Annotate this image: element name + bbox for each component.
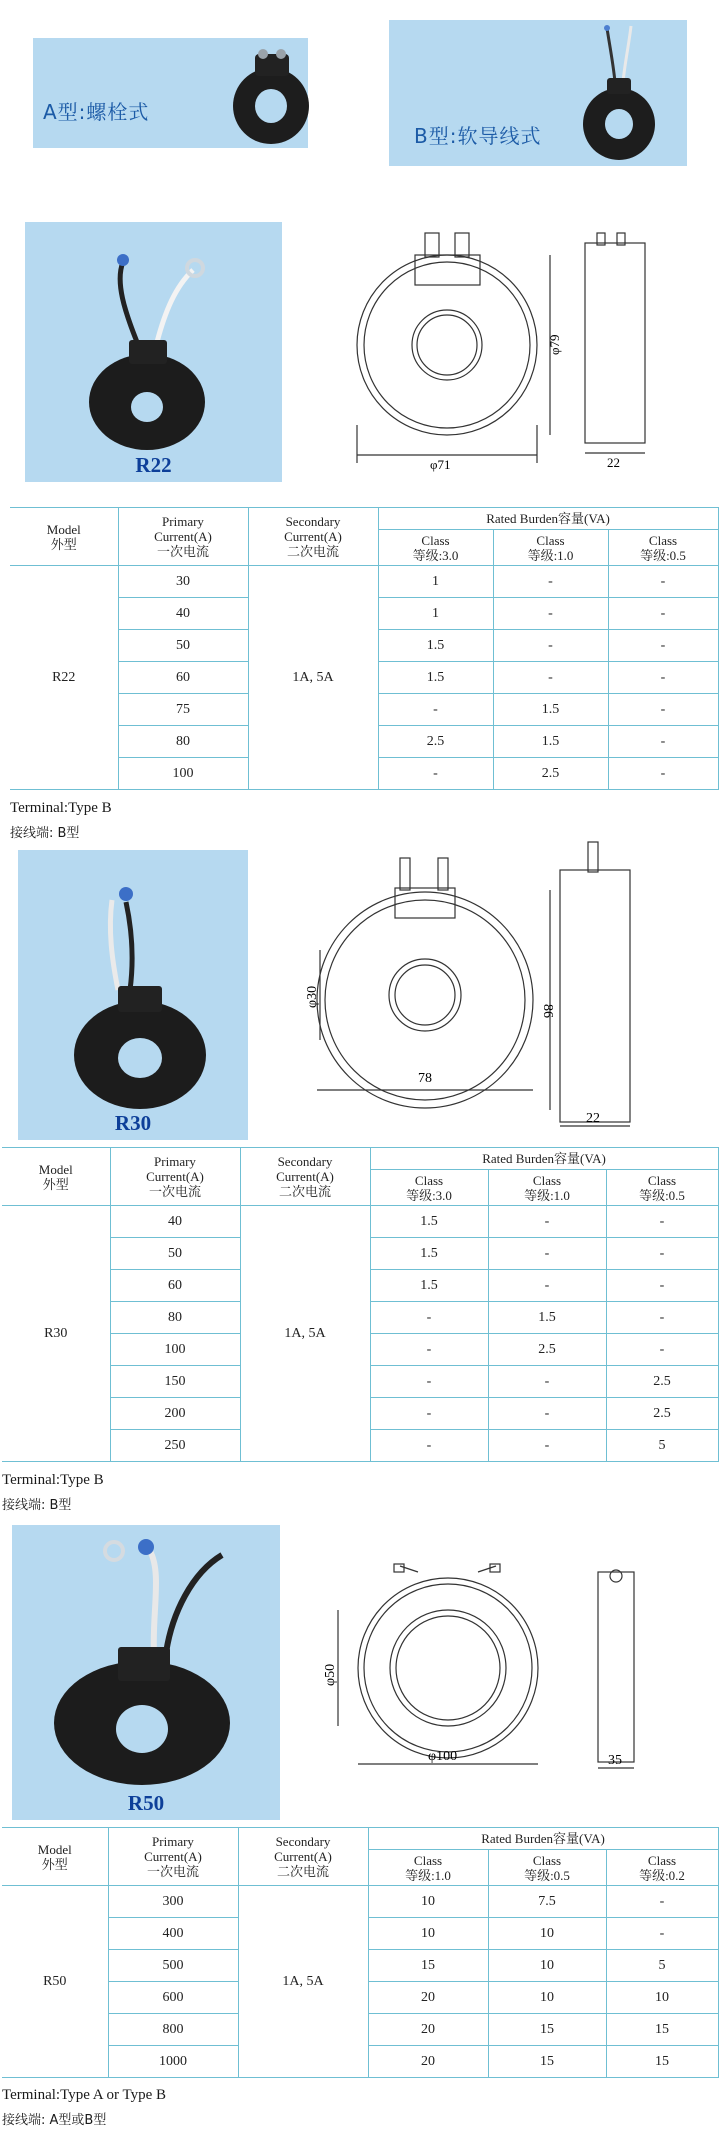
secondary-cell: 1A, 5A — [240, 1206, 370, 1462]
class-cell: 2.5 — [606, 1366, 718, 1398]
class-cell: - — [488, 1238, 606, 1270]
burden-header: Rated Burden容量(VA) — [378, 508, 718, 530]
secondary-header: Secondary Current(A) 二次电流 — [240, 1148, 370, 1206]
model-header: Model 外型 — [2, 1148, 110, 1206]
class-cell: 2.5 — [488, 1334, 606, 1366]
primary-cell: 800 — [108, 2014, 238, 2046]
r22-terminal-note-cn: 接线端: B型 — [10, 826, 80, 841]
model-header: Model 外型 — [10, 508, 118, 566]
class-cell: - — [493, 662, 608, 694]
class-cell: - — [608, 694, 718, 726]
model-header: Model 外型 — [2, 1828, 108, 1886]
class-header-3: Class 等级:0.5 — [608, 530, 718, 566]
class-header-1: Class 等级:3.0 — [378, 530, 493, 566]
class-cell: 20 — [368, 2014, 488, 2046]
secondary-header: Secondary Current(A) 二次电流 — [248, 508, 378, 566]
table-row — [2, 1886, 718, 1918]
burden-header: Rated Burden容量(VA) — [370, 1148, 718, 1170]
class-cell: 1 — [378, 598, 493, 630]
class-header-2: Class 等级:0.5 — [488, 1850, 606, 1886]
r30-model-label: R30 — [114, 1111, 152, 1135]
secondary-cell: 1A, 5A — [238, 1886, 368, 2078]
primary-cell: 100 — [118, 758, 248, 790]
class-cell: 15 — [368, 1950, 488, 1982]
r22-terminal-note: Terminal:Type B — [10, 800, 112, 816]
class-cell: 5 — [606, 1950, 718, 1982]
class-cell: 10 — [488, 1982, 606, 2014]
r50-terminal-note-cn: 接线端: A型或B型 — [2, 2113, 107, 2128]
primary-header: Primary Current(A) 一次电流 — [118, 508, 248, 566]
r22-photo — [25, 222, 282, 482]
class-cell: - — [370, 1302, 488, 1334]
table-row — [2, 1206, 718, 1238]
primary-cell: 60 — [110, 1270, 240, 1302]
class-cell: 10 — [368, 1918, 488, 1950]
class-cell: - — [608, 758, 718, 790]
class-cell: - — [606, 1238, 718, 1270]
primary-cell: 30 — [118, 566, 248, 598]
class-cell: - — [493, 566, 608, 598]
primary-cell: 150 — [110, 1366, 240, 1398]
class-cell: 2.5 — [378, 726, 493, 758]
class-cell: 20 — [368, 2046, 488, 2078]
r30-spec-table — [2, 1147, 719, 1462]
class-cell: - — [378, 694, 493, 726]
class-cell: 7.5 — [488, 1886, 606, 1918]
class-header-2: Class 等级:1.0 — [493, 530, 608, 566]
bolt-type-ct-image — [233, 40, 315, 146]
r22-depth-dim: 22 — [607, 455, 620, 470]
primary-cell: 250 — [110, 1430, 240, 1462]
class-cell: 10 — [606, 1982, 718, 2014]
primary-cell: 300 — [108, 1886, 238, 1918]
class-cell: - — [493, 598, 608, 630]
class-cell: - — [606, 1334, 718, 1366]
r22-product-image — [85, 242, 225, 452]
r30-inner-dim: φ30 — [305, 985, 320, 1008]
class-cell: - — [606, 1302, 718, 1334]
primary-cell: 50 — [118, 630, 248, 662]
primary-cell: 40 — [118, 598, 248, 630]
model-cell: R30 — [2, 1206, 110, 1462]
primary-cell: 75 — [118, 694, 248, 726]
class-cell: - — [606, 1886, 718, 1918]
r22-model-label: R22 — [135, 453, 172, 477]
class-cell: 1 — [378, 566, 493, 598]
class-cell: - — [488, 1398, 606, 1430]
class-cell: - — [370, 1334, 488, 1366]
primary-cell: 400 — [108, 1918, 238, 1950]
primary-cell: 60 — [118, 662, 248, 694]
type-b-banner — [389, 20, 687, 166]
class-cell: - — [493, 630, 608, 662]
primary-cell: 600 — [108, 1982, 238, 2014]
type-a-banner — [33, 38, 308, 148]
r50-spec-table — [2, 1827, 719, 2078]
primary-cell: 80 — [110, 1302, 240, 1334]
secondary-cell: 1A, 5A — [248, 566, 378, 790]
r30-dimension-drawing — [300, 830, 700, 1130]
r30-product-image — [68, 880, 218, 1110]
class-cell: 2.5 — [606, 1398, 718, 1430]
r30-diameter-dim: 78 — [418, 1071, 432, 1086]
class-cell: - — [370, 1398, 488, 1430]
class-cell: 10 — [488, 1918, 606, 1950]
class-header-3: Class 等级:0.2 — [606, 1850, 718, 1886]
primary-cell: 80 — [118, 726, 248, 758]
class-cell: - — [606, 1270, 718, 1302]
primary-cell: 500 — [108, 1950, 238, 1982]
class-cell: 20 — [368, 1982, 488, 2014]
class-cell: - — [608, 630, 718, 662]
class-cell: - — [608, 726, 718, 758]
r50-dimension-drawing — [320, 1550, 710, 1780]
class-header-3: Class 等级:0.5 — [606, 1170, 718, 1206]
class-cell: 5 — [606, 1430, 718, 1462]
primary-header: Primary Current(A) 一次电流 — [108, 1828, 238, 1886]
secondary-header: Secondary Current(A) 二次电流 — [238, 1828, 368, 1886]
class-header-2: Class 等级:1.0 — [488, 1170, 606, 1206]
class-cell: 1.5 — [378, 662, 493, 694]
class-cell: 15 — [606, 2046, 718, 2078]
class-cell: - — [608, 566, 718, 598]
class-cell: - — [608, 598, 718, 630]
class-cell: 10 — [488, 1950, 606, 1982]
primary-cell: 50 — [110, 1238, 240, 1270]
class-cell: 1.5 — [370, 1270, 488, 1302]
class-header-1: Class 等级:3.0 — [370, 1170, 488, 1206]
class-cell: 1.5 — [378, 630, 493, 662]
type-b-label: B型:软导线式 — [414, 124, 542, 148]
class-cell: 10 — [368, 1886, 488, 1918]
r22-diameter-dim: φ71 — [430, 457, 451, 472]
class-cell: 15 — [488, 2046, 606, 2078]
r50-model-label: R50 — [127, 1791, 165, 1815]
class-cell: 15 — [488, 2014, 606, 2046]
r30-height-dim: 86 — [540, 1004, 555, 1018]
r22-spec-table — [10, 507, 719, 790]
primary-cell: 200 — [110, 1398, 240, 1430]
class-cell: - — [370, 1430, 488, 1462]
burden-header: Rated Burden容量(VA) — [368, 1828, 718, 1850]
class-cell: - — [488, 1206, 606, 1238]
class-cell: 1.5 — [370, 1238, 488, 1270]
class-cell: 2.5 — [493, 758, 608, 790]
class-header-1: Class 等级:1.0 — [368, 1850, 488, 1886]
type-a-label: A型:螺栓式 — [43, 100, 150, 124]
r22-dimension-drawing — [355, 215, 700, 475]
lead-wire-type-ct-image — [579, 22, 659, 164]
r50-inner-dim: φ50 — [323, 1663, 338, 1686]
table-row — [10, 566, 718, 598]
class-cell: - — [606, 1206, 718, 1238]
r30-depth-dim: 22 — [586, 1111, 600, 1126]
model-cell: R50 — [2, 1886, 108, 2078]
r22-height-dim: φ79 — [547, 334, 562, 355]
primary-header: Primary Current(A) 一次电流 — [110, 1148, 240, 1206]
class-cell: - — [488, 1430, 606, 1462]
r50-terminal-note: Terminal:Type A or Type B — [2, 2087, 167, 2103]
r50-photo — [12, 1525, 280, 1820]
class-cell: - — [378, 758, 493, 790]
r50-diameter-dim: φ100 — [428, 1749, 458, 1764]
class-cell: 1.5 — [488, 1302, 606, 1334]
primary-cell: 100 — [110, 1334, 240, 1366]
class-cell: - — [370, 1366, 488, 1398]
primary-cell: 40 — [110, 1206, 240, 1238]
class-cell: 15 — [606, 2014, 718, 2046]
class-cell: 1.5 — [370, 1206, 488, 1238]
r30-terminal-note-cn: 接线端: B型 — [2, 1498, 72, 1513]
r50-depth-dim: 35 — [608, 1753, 622, 1768]
r30-photo — [18, 850, 248, 1140]
model-cell: R22 — [10, 566, 118, 790]
class-cell: - — [488, 1366, 606, 1398]
class-cell: 1.5 — [493, 694, 608, 726]
r50-product-image — [42, 1533, 252, 1788]
class-cell: - — [606, 1918, 718, 1950]
class-cell: - — [488, 1270, 606, 1302]
class-cell: 1.5 — [493, 726, 608, 758]
r30-terminal-note: Terminal:Type B — [2, 1472, 104, 1488]
class-cell: - — [608, 662, 718, 694]
primary-cell: 1000 — [108, 2046, 238, 2078]
